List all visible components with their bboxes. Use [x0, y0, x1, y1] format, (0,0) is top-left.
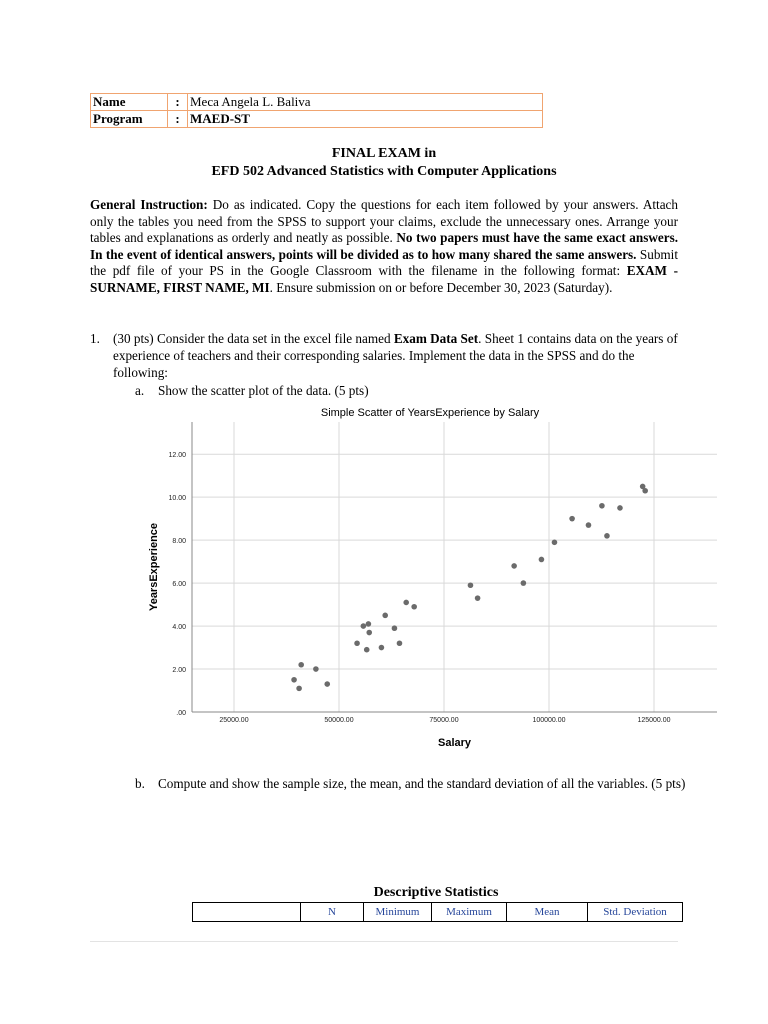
data-point — [552, 539, 558, 545]
instruction-text-2: Submit the pdf file of your PS in the Google Classroom with the filename in the following format: — [90, 246, 679, 279]
data-point — [511, 563, 517, 569]
name-colon: : — [168, 94, 188, 111]
data-point — [539, 557, 545, 563]
data-point — [617, 505, 623, 511]
name-label: Name — [91, 94, 168, 111]
descriptive-stats-title: Descriptive Statistics — [373, 885, 499, 900]
question-text-b: . Sheet 1 contains data on the years of experience of teachers and their corresponding salaries. Implement the data in the SPSS and do the following: — [113, 331, 678, 380]
header-cell-maximum: Maximum — [432, 903, 507, 922]
y-tick-label: 4.00 — [172, 624, 186, 632]
data-point — [379, 645, 385, 651]
data-point — [403, 600, 409, 606]
instruction-text-1: Do as indicated. Copy the questions for each item followed by your answers. Attach only the tables you need from the SPSS to support your claims, exclude the unnecessary ones. Arrange your tables and explanations as orderly and neatly as possible. — [90, 197, 678, 246]
data-point — [354, 640, 360, 646]
descriptive-header-row — [193, 903, 683, 922]
question-bold: Exam Data Set — [393, 331, 479, 346]
name-value: Meca Angela L. Baliva — [188, 94, 543, 111]
program-label: Program — [91, 111, 168, 128]
header-cell-n: N — [301, 903, 364, 922]
instruction-text-3: . Ensure submission on or before December 30, 2023 (Saturday). — [269, 279, 613, 295]
general-instruction — [90, 197, 678, 297]
program-row — [91, 111, 543, 128]
y-tick-label: 6.00 — [172, 581, 186, 589]
course-title: EFD 502 Advanced Statistics with Computer Applications — [211, 164, 557, 179]
y-tick-label: 10.00 — [168, 495, 186, 503]
data-point — [366, 630, 372, 636]
y-tick-label: 2.00 — [172, 667, 186, 675]
chart-title: Simple Scatter of YearsExperience by Salary — [320, 407, 540, 419]
x-tick-label: 100000.00 — [532, 717, 566, 724]
data-point — [586, 522, 592, 528]
name-row — [91, 94, 543, 111]
data-point — [392, 625, 398, 631]
x-tick-label: 25000.00 — [219, 717, 249, 724]
program-value: MAED-ST — [188, 111, 543, 128]
header-cell-minimum: Minimum — [364, 903, 432, 922]
exam-title: FINAL EXAM in — [331, 146, 437, 161]
data-point — [366, 621, 372, 627]
data-point — [521, 580, 527, 586]
data-point — [411, 604, 417, 610]
x-tick-label: 125000.00 — [637, 717, 671, 724]
header-cell-mean: Mean — [507, 903, 588, 922]
question-1 — [90, 330, 690, 381]
sub-question-b — [135, 775, 690, 792]
instruction-label: General Instruction: — [90, 197, 208, 212]
data-point — [364, 647, 370, 653]
y-tick-label: 12.00 — [168, 452, 186, 460]
data-point — [397, 640, 403, 646]
x-tick-label: 50000.00 — [324, 717, 354, 724]
header-cell-blank — [193, 903, 301, 922]
data-point — [475, 595, 481, 601]
program-colon: : — [168, 111, 188, 128]
page-divider — [90, 941, 678, 942]
question-text-a: (30 pts) Consider the data set in the excel file named — [113, 331, 394, 346]
data-point — [569, 516, 575, 522]
x-tick-label: 75000.00 — [429, 717, 459, 724]
sub-b-text: Compute and show the sample size, the mean, and the standard deviation of all the variables. (5 pts) — [158, 776, 686, 791]
data-point — [361, 623, 367, 629]
header-cell-std-deviation: Std. Deviation — [588, 903, 683, 922]
data-point — [291, 677, 297, 683]
sub-b-letter: b. — [135, 776, 145, 791]
data-point — [468, 582, 474, 588]
instruction-bold-2: EXAM - SURNAME, FIRST NAME, MI — [90, 263, 678, 295]
question-number: 1. — [90, 331, 100, 346]
data-point — [313, 666, 319, 672]
y-tick-label: .00 — [176, 710, 186, 717]
x-axis-label: Salary — [437, 737, 472, 749]
data-point — [298, 662, 304, 668]
data-point — [324, 681, 330, 687]
data-point — [604, 533, 610, 539]
y-tick-label: 8.00 — [172, 538, 186, 546]
instruction-bold-1: No two papers must have the same exact answers. In the event of identical answers, points will be divided as to how many shared the same answers. — [90, 230, 679, 262]
data-point — [296, 686, 302, 692]
data-point — [642, 488, 648, 494]
y-axis-label: YearsExperience — [148, 522, 160, 612]
descriptive-stats-table — [192, 902, 683, 922]
sub-a-letter: a. — [135, 383, 145, 398]
scatter-chart — [140, 402, 730, 752]
student-info-table — [90, 93, 543, 128]
data-point — [382, 613, 388, 619]
sub-a-text: Show the scatter plot of the data. (5 pts) — [158, 383, 369, 398]
data-point — [599, 503, 605, 509]
sub-question-a — [135, 382, 695, 399]
